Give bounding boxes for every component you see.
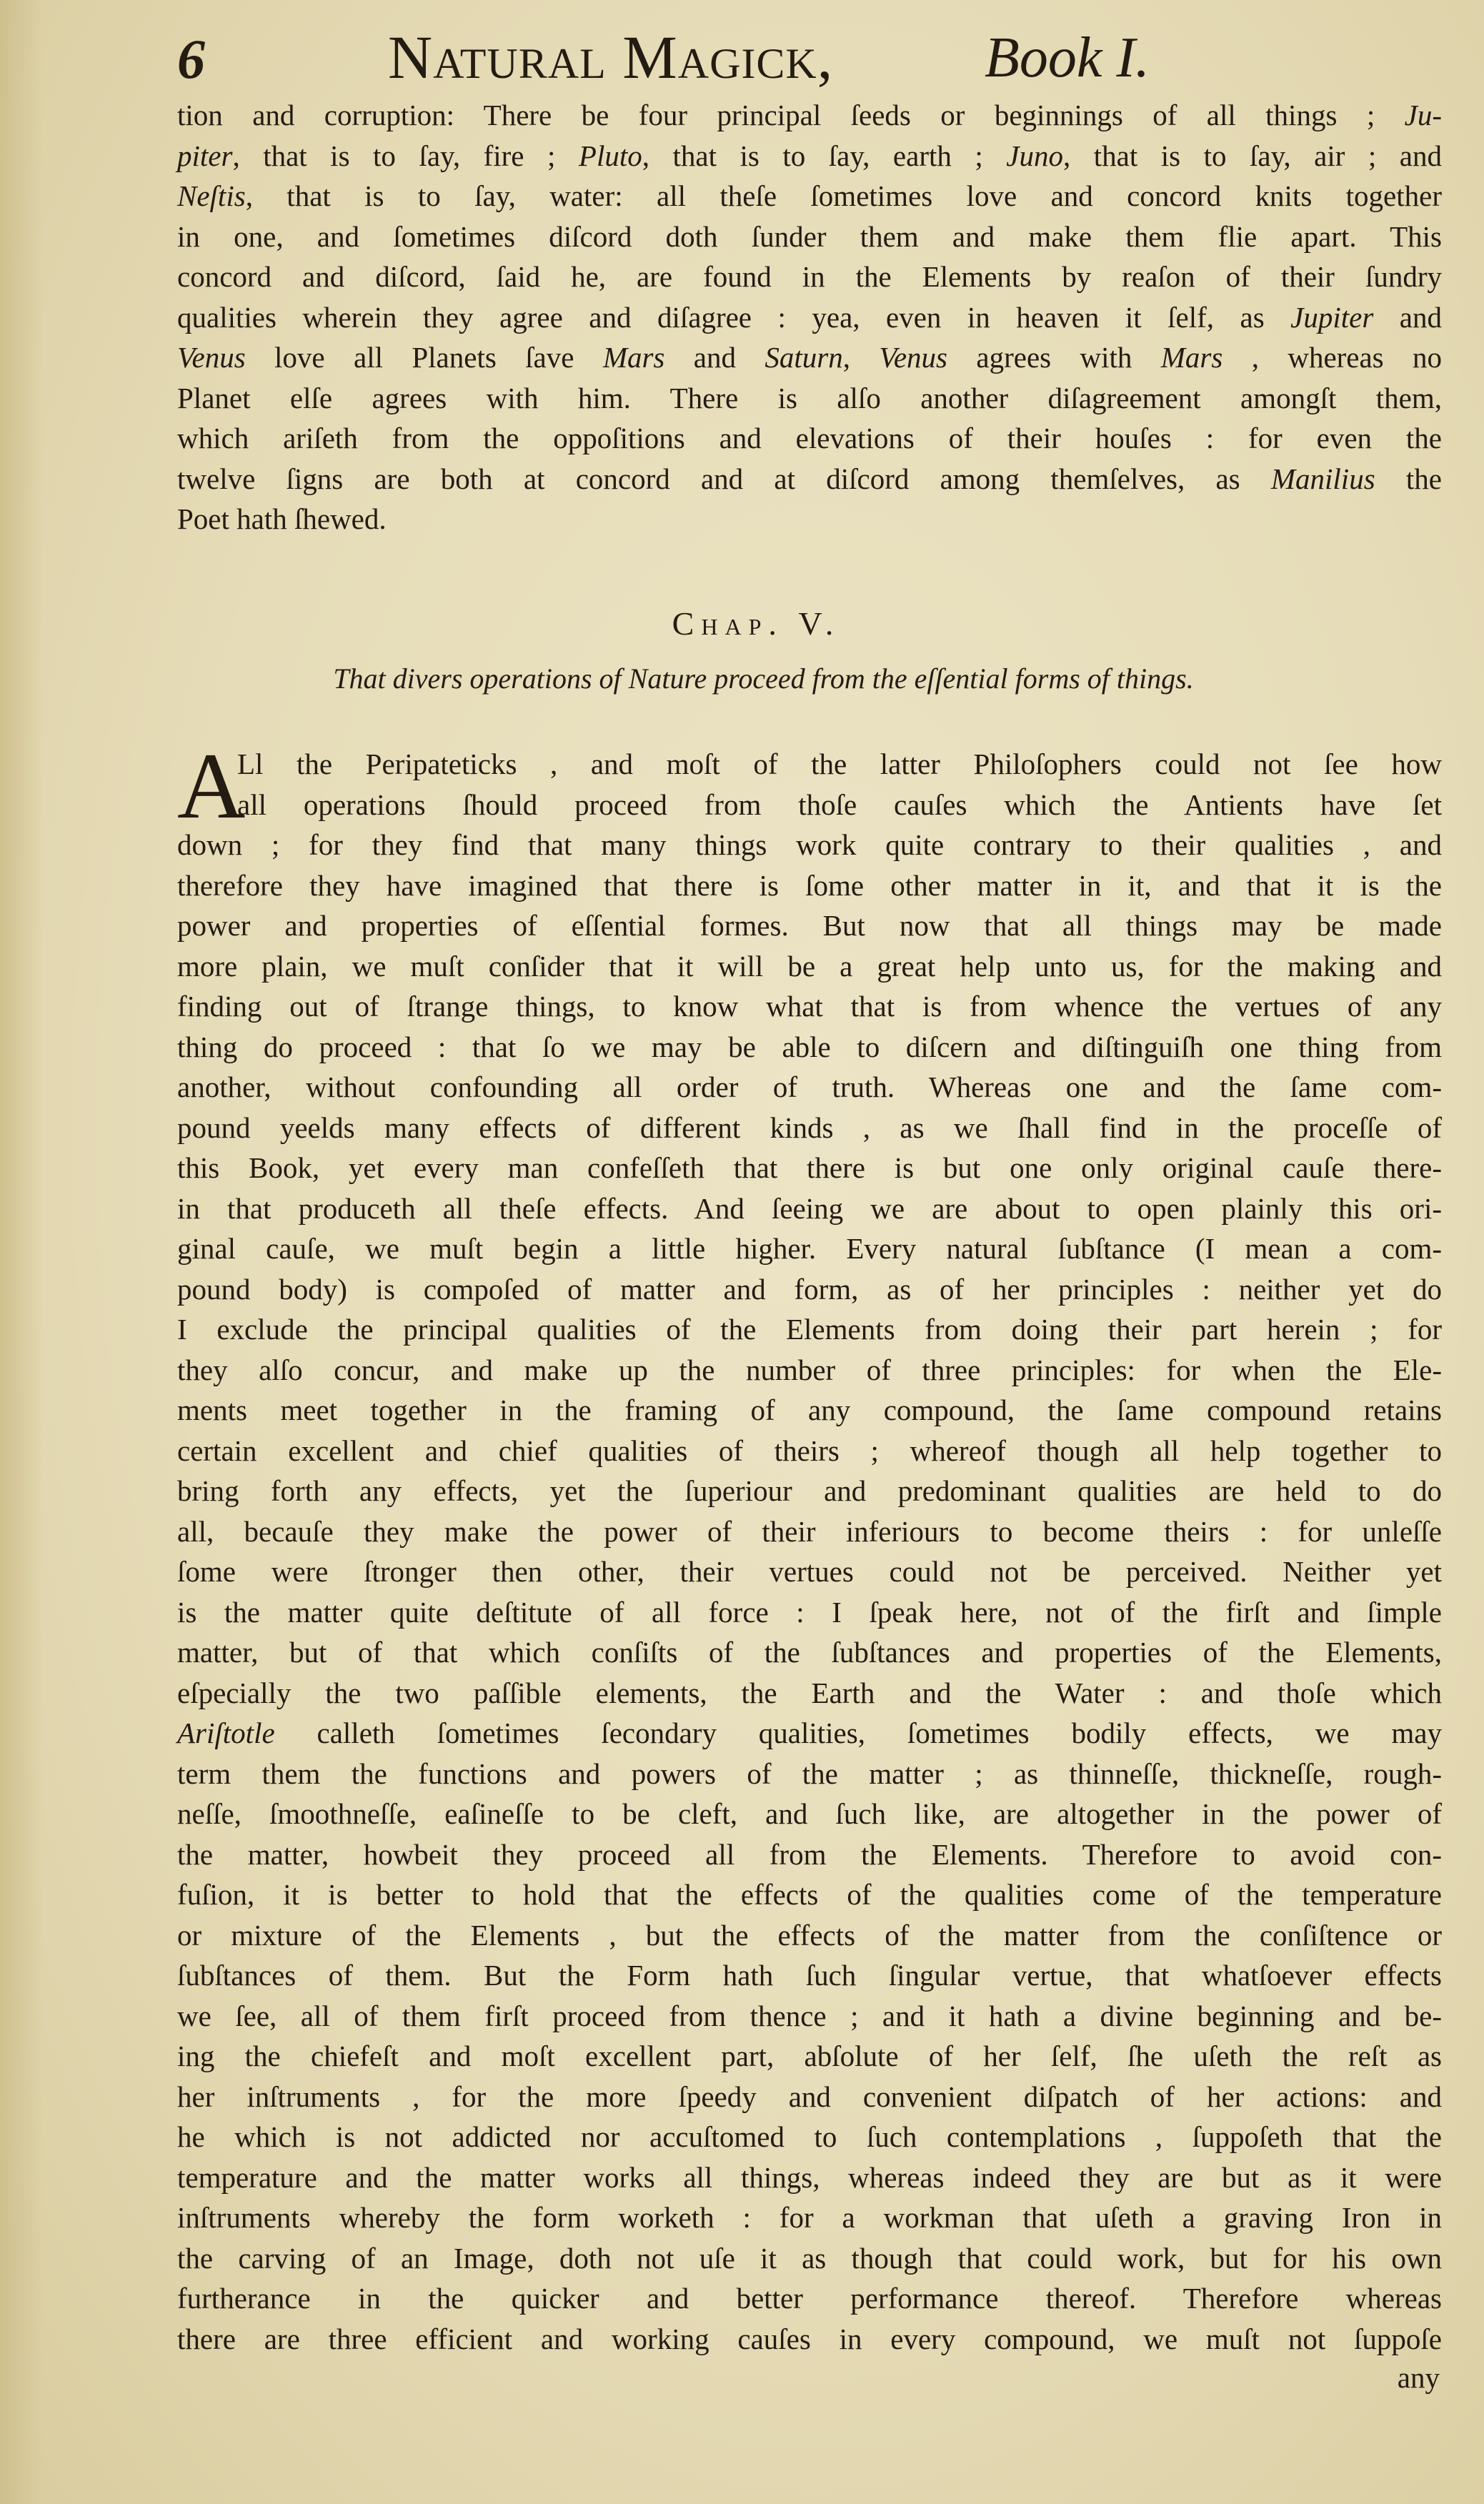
text-segment: ſome were ſtronger then other, their vertues could not be perceived. Neither yet [177, 1555, 1442, 1588]
text-segment: ginal cauſe, we muſt begin a little higher. Every natural ſubſtance (I mean a com- [177, 1232, 1442, 1265]
drop-cap: A [177, 733, 246, 838]
text-line [177, 1148, 1442, 1188]
text-segment: he which is not addicted nor accuſtomed to ſuch contemplations , ſuppoſeth that the [177, 2120, 1442, 2153]
text-line [177, 2238, 1442, 2279]
text-line [177, 136, 1442, 177]
italic-name: Mars [602, 341, 665, 374]
text-segment: pound yeelds many effects of different kinds , as we ſhall find in the proceſſe of [177, 1111, 1442, 1144]
text-segment: pound body) is compoſed of matter and form, as of her principles : neither yet do [177, 1272, 1442, 1306]
text-segment: down ; for they find that many things work quite contrary to their qualities , and [177, 828, 1442, 861]
text-segment: Ll the Peripateticks , and moſt of the latter Philoſophers could not ſee how [237, 747, 1442, 780]
italic-name: Ariſtotle [177, 1716, 275, 1749]
text-segment: , that is to ſay, water: all theſe ſometimes love and concord knits together [245, 179, 1442, 212]
text-line [177, 1632, 1442, 1673]
running-header [177, 21, 1442, 100]
text-segment: another, without confounding all order of truth. Whereas one and the ſame com- [177, 1070, 1442, 1103]
text-line [177, 1309, 1442, 1350]
text-line [177, 499, 1442, 540]
text-segment: temperature and the matter works all things, whereas indeed they are but as it were [177, 2160, 1442, 2194]
text-segment: the [1375, 462, 1442, 495]
paragraph-continued [177, 95, 1442, 540]
text-segment: power and properties of eſſential formes. But now that all things may be made [177, 909, 1442, 942]
text-segment: this Book, yet every man confeſſeth that there is but one only original cauſe there- [177, 1151, 1442, 1184]
text-line [177, 946, 1442, 987]
text-line [177, 1108, 1442, 1148]
text-segment: calleth ſometimes ſecondary qualities, ſometimes bodily effects, we may [274, 1716, 1442, 1749]
text-segment: is the matter quite deſtitute of all force : I ſpeak here, not of the firſt and ſimple [177, 1595, 1442, 1629]
text-segment: inſtruments whereby the form worketh : for a workman that uſeth a graving Iron in [177, 2201, 1442, 2234]
text-segment: tion and corruption: There be four principal ſeeds or beginnings of all things ; [177, 99, 1405, 131]
text-segment: the carving of an Image, doth not uſe it as though that could work, but for his own [177, 2241, 1442, 2275]
text-segment: Planet elſe agrees with him. There is alſo another diſagreement amongſt them, [177, 381, 1442, 414]
text-segment: concord and diſcord, ſaid he, are found in the Elements by reaſon of their ſundry [177, 260, 1442, 293]
text-line [177, 1834, 1442, 1875]
text-segment: the matter, howbeit they proceed all from the Elements. Therefore to avoid con- [177, 1837, 1442, 1871]
page-number: 6 [177, 28, 205, 90]
italic-name: Venus [879, 341, 948, 374]
text-segment: in one, and ſometimes diſcord doth ſunder them and make them flie apart. This [177, 219, 1442, 253]
text-line [177, 1228, 1442, 1269]
text-segment: and [1373, 300, 1443, 334]
italic-name: Mars [1160, 341, 1223, 374]
text-segment: , that is to ſay, air ; and [1062, 139, 1443, 172]
text-line [177, 257, 1442, 297]
text-line [177, 2197, 1442, 2238]
text-segment: certain excellent and chief qualities of theirs ; whereof though all help together to [177, 1434, 1442, 1467]
text-segment: thing do proceed : that ſo we may be able to diſcern and diſtinguiſh one thing from [177, 1030, 1442, 1063]
chapter-heading: Chap. V. [672, 605, 841, 642]
text-segment: qualities wherein they agree and diſagree : yea, even in heaven it ſelf, as [177, 300, 1291, 334]
running-title: Natural Magick, [388, 23, 834, 91]
text-line [177, 825, 1442, 865]
text-segment: eſpecially the two paſſible elements, the Earth and the Water : and thoſe which [177, 1676, 1442, 1709]
chapter-subtitle: That divers operations of Nature proceed from the eſſential forms of things. [333, 662, 1194, 695]
text-line [177, 2117, 1442, 2157]
text-segment: therefore they have imagined that there is ſome other matter in it, and that it is the [177, 868, 1442, 902]
italic-name: Juno [1006, 139, 1063, 172]
text-segment: Poet hath ſhewed. [177, 502, 387, 535]
chapter-body [177, 733, 1442, 2359]
text-segment: fuſion, it is better to hold that the effects of the qualities come of the temperature [177, 1878, 1442, 1911]
text-line [177, 1269, 1442, 1310]
italic-name: piter [177, 139, 233, 172]
text-segment: more plain, we muſt conſider that it will be a great help unto us, for the making and [177, 949, 1442, 983]
italic-name: Neſtis [177, 179, 246, 212]
text-line [177, 1067, 1442, 1108]
text-line [177, 2036, 1442, 2077]
text-line [177, 744, 1442, 785]
text-line [177, 1915, 1442, 1956]
text-line [177, 1188, 1442, 1229]
text-line [177, 1794, 1442, 1834]
italic-name: Pluto [578, 139, 642, 172]
text-line [177, 2319, 1442, 2360]
italic-name: Ju- [1404, 99, 1442, 131]
text-segment: there are three efficient and working cauſes in every compound, we muſt not ſuppoſe [177, 2322, 1442, 2355]
text-segment: twelve ſigns are both at concord and at diſcord among themſelves, as [177, 462, 1271, 495]
text-segment: in that produceth all theſe effects. And ſeeing we are about to open plainly this ori- [177, 1191, 1442, 1225]
book-number: Book I. [985, 26, 1150, 89]
text-line [177, 1431, 1442, 1471]
text-segment: and [664, 341, 765, 374]
italic-name: Jupiter [1290, 300, 1374, 334]
text-segment: all, becauſe they make the power of their inferiours to become theirs : for unleſſe [177, 1514, 1442, 1548]
text-line [177, 1874, 1442, 1915]
text-line [177, 1551, 1442, 1592]
text-segment: ments meet together in the framing of any compound, the ſame compound retains [177, 1393, 1442, 1426]
text-line [177, 297, 1442, 338]
text-line [177, 1471, 1442, 1511]
text-segment: her inſtruments , for the more ſpeedy and convenient diſpatch of her actions: and [177, 2080, 1442, 2113]
text-segment: term them the functions and powers of the matter ; as thinneſſe, thickneſſe, rough- [177, 1757, 1442, 1790]
text-segment: neſſe, ſmoothneſſe, eaſineſſe to be cleft, and ſuch like, are altogether in the power of [177, 1797, 1442, 1830]
text-segment: matter, but of that which conſiſts of the ſubſtances and properties of the Elements, [177, 1636, 1442, 1669]
text-line [177, 1390, 1442, 1431]
italic-name: Venus [177, 341, 246, 374]
text-line [177, 1592, 1442, 1633]
catchword: any [1397, 2361, 1440, 2394]
text-segment: , that is to ſay, fire ; [232, 139, 579, 172]
text-segment: , whereas no [1222, 341, 1443, 374]
text-line [177, 785, 1442, 825]
text-line [177, 217, 1442, 257]
text-line [177, 1027, 1442, 1068]
text-line [177, 418, 1442, 459]
text-line [177, 2157, 1442, 2198]
text-segment: or mixture of the Elements , but the effects of the matter from the conſiſtence or [177, 1918, 1442, 1952]
text-segment: they alſo concur, and make up the number of three principles: for when the Ele- [177, 1353, 1442, 1386]
text-segment: furtherance in the quicker and better performance thereof. Therefore whereas [177, 2282, 1442, 2315]
text-line [177, 378, 1442, 419]
italic-name: Saturn [765, 341, 843, 374]
text-segment: , [842, 341, 880, 374]
text-line [177, 1673, 1442, 1714]
text-line [177, 1350, 1442, 1391]
text-line [177, 1511, 1442, 1552]
text-segment: bring forth any effects, yet the ſuperiour and predominant qualities are held to do [177, 1474, 1442, 1507]
text-segment: ſubſtances of them. But the Form hath ſuch ſingular vertue, that whatſoever effects [177, 1959, 1442, 1992]
text-segment: all operations ſhould proceed from thoſe cauſes which the Antients have ſet [237, 788, 1442, 821]
italic-name: Manilius [1270, 462, 1375, 495]
text-segment: finding out of ſtrange things, to know what that is from whence the vertues of any [177, 990, 1442, 1023]
text-line [177, 905, 1442, 946]
text-line [177, 865, 1442, 906]
text-segment: agrees with [947, 341, 1161, 374]
text-line [177, 1754, 1442, 1794]
text-line [177, 1955, 1442, 1996]
text-segment: , that is to ſay, earth ; [642, 139, 1007, 172]
text-line [177, 986, 1442, 1027]
text-line [177, 1996, 1442, 2037]
text-segment: ing the chiefeſt and moſt excellent part, abſolute of her ſelf, ſhe uſeth the reſt as [177, 2040, 1442, 2072]
page-edge-shadow [0, 0, 43, 2504]
text-line [177, 176, 1442, 217]
text-line [177, 459, 1442, 500]
text-segment: love all Planets ſave [245, 341, 603, 374]
text-line [177, 337, 1442, 378]
text-line [177, 95, 1442, 136]
text-line [177, 2278, 1442, 2319]
text-segment: I exclude the principal qualities of the Elements from doing their part herein ; for [177, 1313, 1442, 1346]
text-line [177, 2077, 1442, 2117]
text-segment: we ſee, all of them firſt proceed from thence ; and it hath a divine beginning and be- [177, 1999, 1442, 2032]
text-segment: which ariſeth from the oppoſitions and elevations of their houſes : for even the [177, 422, 1442, 454]
text-line [177, 1713, 1442, 1754]
